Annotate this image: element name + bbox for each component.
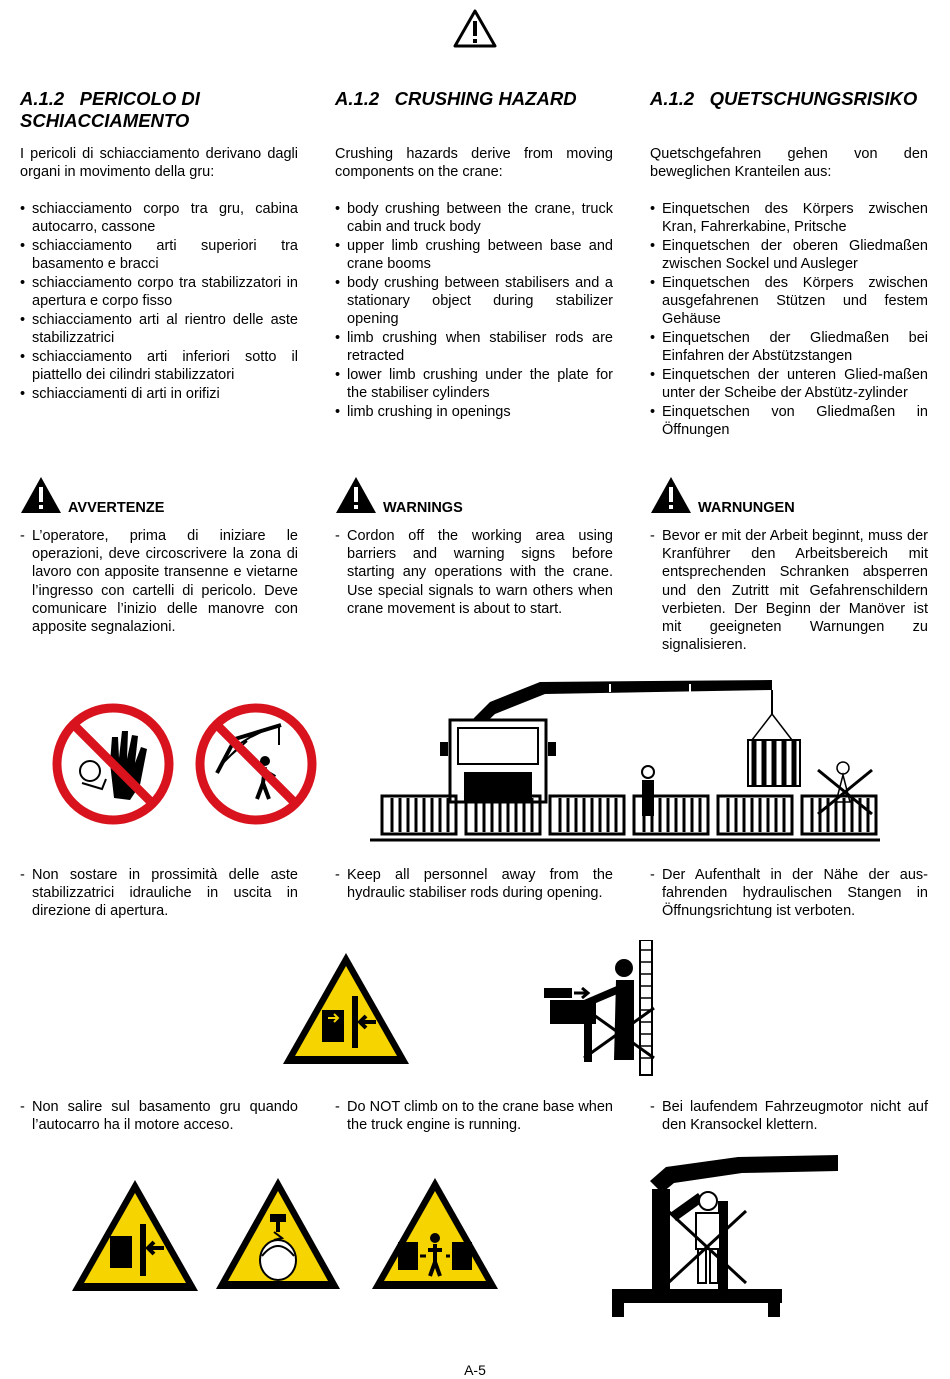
crushing-hazard-sign xyxy=(280,950,412,1068)
list-item: • lower limb crushing under the plate for the stabiliser cylinders xyxy=(335,366,613,402)
warning-text-en: - Cordon off the working area using barriers and warning signs before starting any operations with the crane. Use special signals to warn others when crane movement is about to start. xyxy=(335,527,613,618)
list-item: • Einquetschen der oberen Gliedmaßen zwischen Sockel und Ausleger xyxy=(650,237,928,273)
list-item: • schiacciamento arti al rientro delle aste stabilizzatrici xyxy=(20,311,298,347)
note2-de: - Bei laufendem Fahrzeugmotor nicht auf den Kransockel klettern. xyxy=(650,1098,928,1134)
note2-en: - Do NOT climb on to the crane base when the truck engine is running. xyxy=(335,1098,613,1134)
list-item: • Einquetschen der Gliedmaßen bei Einfahren der Abstützstangen xyxy=(650,329,928,365)
list-item: • schiacciamento corpo tra stabilizzatori in apertura e corpo fisso xyxy=(20,274,298,310)
head-crush-hazard-sign xyxy=(214,1176,342,1292)
list-item: • body crushing between stabilisers and a stationary object during stabilizer opening xyxy=(335,274,613,329)
list-item: • upper limb crushing between base and crane booms xyxy=(335,237,613,273)
intro-en: Crushing hazards derive from moving components on the crane: xyxy=(335,146,613,181)
crane-base-climb-illustration xyxy=(608,1153,840,1323)
hazard-list-de xyxy=(650,200,928,440)
warning-header-de xyxy=(650,476,928,516)
no-standing-under-load-sign xyxy=(195,703,317,825)
list-item: • Einquetschen des Körpers zwischen Kran, Fahrerkabine, Pritsche xyxy=(650,200,928,236)
list-item: • schiacciamento arti inferiori sotto il piattello dei cilindri stabilizzatori xyxy=(20,348,298,384)
warning-triangle-icon xyxy=(650,476,692,514)
crushing-hazard-sign xyxy=(70,1178,200,1294)
note1-it: - Non sostare in prossimità delle aste stabilizzatrici idrauliche in uscita in direzione di apertura. xyxy=(20,866,298,921)
heading-it: A.1.2 PERICOLO DI SCHIACCIAMENTO xyxy=(20,88,200,131)
note2-it: - Non salire sul basamento gru quando l’autocarro ha il motore acceso. xyxy=(20,1098,298,1134)
no-entry-hand-sign xyxy=(52,703,174,825)
truck-crane-barrier-illustration xyxy=(360,672,890,847)
intro-it: I pericoli di schiacciamento derivano dagli organi in movimento della gru: xyxy=(20,146,298,181)
heading-de: A.1.2 QUETSCHUNGSRISIKO xyxy=(650,88,918,109)
hazard-list-it xyxy=(20,200,298,404)
list-item: • Einquetschen des Körpers zwischen ausgefahrenen Stützen und festem Gehäuse xyxy=(650,274,928,329)
warning-header-en xyxy=(335,476,613,516)
intro-de: Quetschgefahren gehen von den beweglichen Kranteilen aus: xyxy=(650,146,928,181)
warning-triangle-icon xyxy=(335,476,377,514)
body-crush-hazard-sign xyxy=(370,1176,500,1292)
page-number: A-5 xyxy=(464,1362,486,1378)
warning-triangle-icon xyxy=(452,8,498,50)
list-item: • schiacciamento arti superiori tra basamento e bracci xyxy=(20,237,298,273)
warning-title: WARNUNGEN xyxy=(698,500,795,516)
list-item: • Einquetschen der unteren Glied-maßen unter der Scheibe der Abstütz-zylinder xyxy=(650,366,928,402)
list-item: • body crushing between the crane, truck cabin and truck body xyxy=(335,200,613,236)
stabiliser-crush-illustration xyxy=(544,940,659,1077)
warning-text-de: - Bevor er mit der Arbeit beginnt, muss der Kranführer den Arbeitsbereich mit entsprechenden Schranken absperren und den Zutritt mit Gefahrenschildern verbieten. Der Beginn der Manöver ist mit geeigneten Warnungen zu signalisieren. xyxy=(650,527,928,654)
note1-en: - Keep all personnel away from the hydraulic stabiliser rods during opening. xyxy=(335,866,613,902)
warning-title: AVVERTENZE xyxy=(68,500,165,516)
warning-triangle-icon xyxy=(20,476,62,514)
list-item: • limb crushing when stabiliser rods are retracted xyxy=(335,329,613,365)
note1-de: - Der Aufenthalt in der Nähe der aus-fahrenden hydraulischen Stangen in Öffnungsrichtung ist verboten. xyxy=(650,866,928,921)
list-item: • schiacciamenti di arti in orifizi xyxy=(20,385,298,403)
list-item: • schiacciamento corpo tra gru, cabina autocarro, cassone xyxy=(20,200,298,236)
warning-title: WARNINGS xyxy=(383,500,463,516)
warning-text-it: - L’operatore, prima di iniziare le operazioni, deve circoscrivere la zona di lavoro con apposite transenne e vietarne l’ingresso con cartelli di pericolo. Deve comunicare l’inizio delle manovre con apposite segnalazioni. xyxy=(20,527,298,636)
list-item: • limb crushing in openings xyxy=(335,403,613,421)
list-item: • Einquetschen von Gliedmaßen in Öffnungen xyxy=(650,403,928,439)
warning-header-it xyxy=(20,476,298,516)
hazard-list-en xyxy=(335,200,613,422)
heading-en: A.1.2 CRUSHING HAZARD xyxy=(335,88,577,109)
